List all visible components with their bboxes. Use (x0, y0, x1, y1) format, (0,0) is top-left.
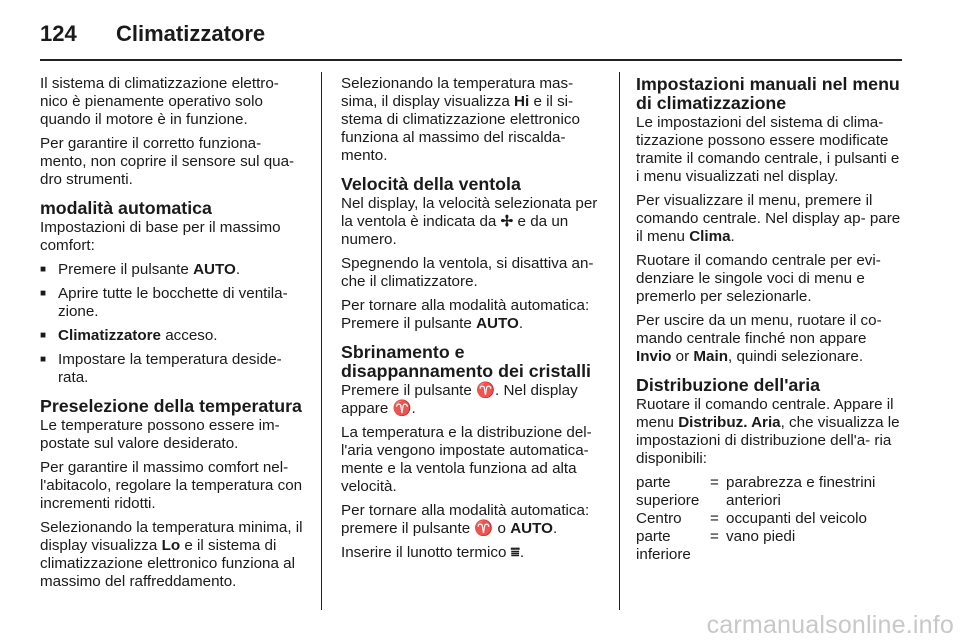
distribution-desc: parabrezza e finestrini anteriori (726, 474, 876, 509)
column-left (40, 75, 304, 597)
paragraph: Per tornare alla modalità automatica: premere il pulsante ♈ o AUTO. (341, 502, 590, 537)
paragraph: La temperatura e la distribuzione del- l'aria vengono impostate automatica- mente e la ventola funziona ad alta velocità. (341, 424, 592, 495)
bullet-icon: ■ (40, 330, 47, 341)
windshield-defrost-icon: ♈ (392, 400, 412, 417)
paragraph: Ruotare il comando centrale per evi- denziare le singole voci di menu e premerlo per selezionarle. (636, 252, 881, 305)
paragraph: Nel display, la velocità selezionata per la ventola è indicata da ✢ e da un numero. (341, 195, 598, 248)
page-header (40, 14, 265, 54)
section-heading-manual-settings: Impostazioni manuali nel menu di climatizzazione (636, 74, 900, 113)
distribution-equals: = (710, 510, 719, 527)
distribution-desc: occupanti del veicolo (726, 510, 867, 527)
list-item: ■ Climatizzatore acceso. (40, 327, 218, 344)
column-divider (321, 72, 322, 610)
paragraph: Le impostazioni del sistema di clima- tizzazione possono essere modificate tramite il comando centrale, i pulsanti e i menu visualizzati nel display. (636, 114, 900, 185)
page-number: 124 (40, 21, 77, 46)
header-rule (40, 59, 902, 61)
section-heading-temperature-preselection: Preselezione della temperatura (40, 396, 302, 416)
distribution-term: parte inferiore (636, 528, 691, 563)
paragraph: Le temperature possono essere im- postate sul valore desiderato. (40, 417, 280, 452)
windshield-defrost-icon: ♈ (474, 520, 494, 537)
paragraph: Per uscire da un menu, ruotare il co- mando centrale finché non appare Invio or Main, quindi selezionare. (636, 312, 882, 365)
list-item: ■ Premere il pulsante AUTO. (40, 261, 241, 278)
chapter-title: Climatizzatore (116, 21, 266, 46)
bullet-icon: ■ (40, 354, 47, 365)
bullet-icon: ■ (40, 288, 47, 299)
column-middle (341, 75, 609, 568)
section-heading-auto-mode: modalità automatica (40, 198, 212, 218)
rear-window-heater-icon: ⩸ (510, 544, 520, 561)
fan-icon: ✢ (500, 213, 514, 230)
paragraph: Ruotare il comando centrale. Appare il menu Distribuz. Aria, che visualizza le impostazioni di distribuzione dell'a- ria disponibili: (636, 396, 900, 467)
bullet-icon: ■ (40, 264, 47, 275)
distribution-table (636, 474, 906, 564)
distribution-term: parte superiore (636, 474, 700, 509)
column-divider (619, 72, 620, 610)
paragraph: Impostazioni di base per il massimo comfort: (40, 219, 281, 254)
paragraph: Per tornare alla modalità automatica: Premere il pulsante AUTO. (341, 297, 590, 332)
paragraph: Per garantire il corretto funziona- mento, non coprire il sensore sul qua- dro strumenti. (40, 135, 295, 188)
section-heading-air-distribution: Distribuzione dell'aria (636, 375, 821, 395)
distribution-equals: = (710, 528, 719, 545)
paragraph: Il sistema di climatizzazione elettro- nico è pienamente operativo solo quando il motore è in funzione. (40, 75, 279, 128)
section-heading-defrost: Sbrinamento e disappannamento dei cristalli (341, 342, 591, 381)
windshield-defrost-icon: ♈ (476, 382, 495, 399)
distribution-desc: vano piedi (726, 528, 796, 545)
section-heading-fan-speed: Velocità della ventola (341, 174, 521, 194)
distribution-term: Centro (636, 510, 682, 527)
paragraph: Premere il pulsante ♈. Nel display appare ♈. (341, 382, 578, 417)
paragraph: Spegnendo la ventola, si disattiva an- che il climatizzatore. (341, 255, 594, 290)
distribution-equals: = (710, 474, 719, 491)
list-item: ■ Impostare la temperatura deside- rata. (40, 351, 282, 386)
column-right (636, 75, 906, 564)
watermark: carmanualsonline.info (706, 611, 954, 639)
paragraph: Inserire il lunotto termico ⩸. (341, 544, 525, 561)
paragraph: Selezionando la temperatura minima, il display visualizza Lo e il sistema di climatizzazione elettronico funziona al massimo del raffreddamento. (40, 519, 303, 590)
list-item: ■ Aprire tutte le bocchette di ventila- zione. (40, 285, 288, 320)
paragraph: Per visualizzare il menu, premere il comando centrale. Nel display ap- pare il menu Clima. (636, 192, 901, 245)
paragraph: Selezionando la temperatura mas- sima, il display visualizza Hi e il si- stema di climatizzazione elettronico funziona al massimo del riscalda- mento. (341, 75, 580, 164)
paragraph: Per garantire il massimo comfort nel- l'abitacolo, regolare la temperatura con incrementi ridotti. (40, 459, 303, 512)
